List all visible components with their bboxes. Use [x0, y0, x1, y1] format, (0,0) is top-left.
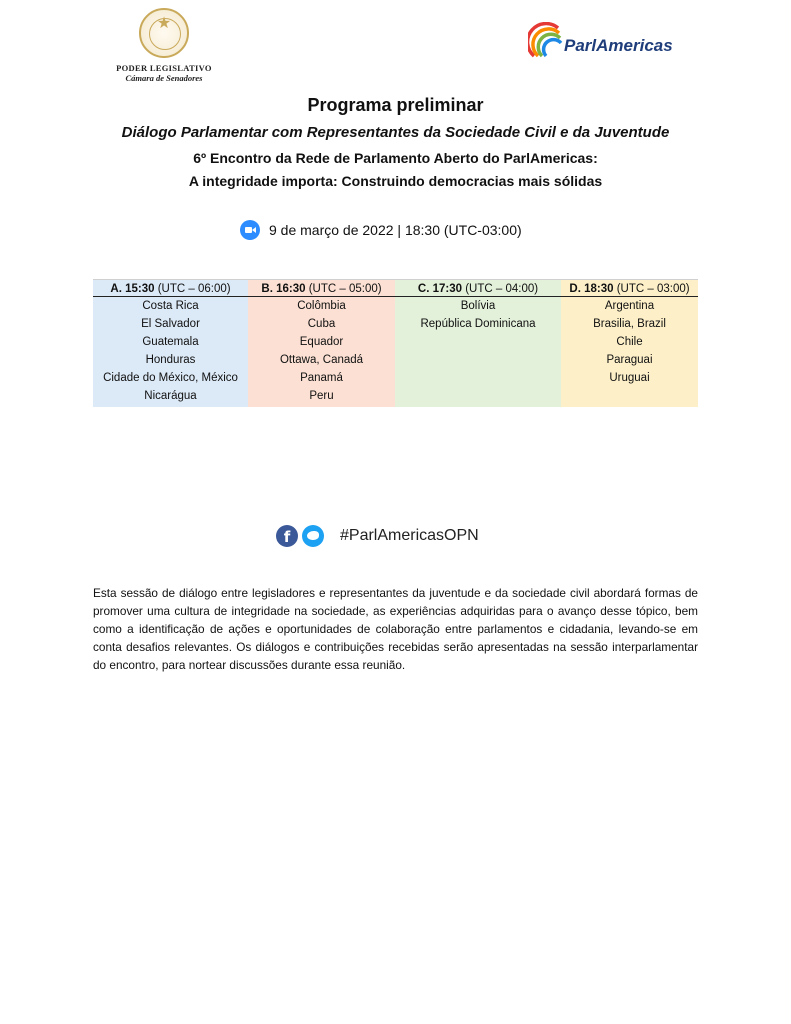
country-cell: Equador — [299, 336, 344, 348]
timezone-table — [93, 279, 698, 407]
country-cell: Bolívia — [460, 300, 496, 312]
country-cell: Nicarágua — [144, 390, 197, 402]
event-datetime — [240, 218, 522, 242]
parlamericas-logo — [528, 22, 688, 66]
senado-logo — [112, 8, 216, 84]
country-cell: Panamá — [300, 372, 343, 384]
senado-logo-line2: Cámara de Senadores — [125, 73, 203, 83]
timezone-column-c — [395, 279, 561, 407]
column-header: B. 16:30 (UTC – 05:00) — [248, 279, 395, 297]
hashtag: #ParlAmericasOPN — [340, 527, 479, 544]
facebook-icon: f — [276, 525, 298, 547]
country-cell: Cuba — [307, 318, 336, 330]
country-cell: Paraguai — [606, 354, 653, 366]
country-cell: República Dominicana — [420, 318, 536, 330]
column-header: A. 15:30 (UTC – 06:00) — [93, 279, 248, 297]
zoom-icon — [240, 220, 260, 240]
timezone-column-b — [248, 279, 395, 407]
page-subtitle: Diálogo Parlamentar com Representantes da Sociedade Civil e da Juventude — [121, 124, 670, 141]
country-cell: Uruguai — [609, 372, 650, 384]
parlamericas-name: ParlAmericas — [564, 36, 673, 55]
description-paragraph: Esta sessão de diálogo entre legisladores e representantes da juventude e da sociedade civil abordará formas de promover uma cultura de integridade na sociedade, as experiências adquiridas para o avanço desse tópico, bem como a identificação de ações e oportunidades de colaboração entre parlamentos e cidadania, levando-se em conta desafios relevantes. Os diálogos e contribuições recebidas serão apresentadas na sessão interparlamentar do encontro, para nortear discussões durante essa reunião. — [93, 586, 698, 672]
country-cell: Colômbia — [297, 300, 346, 312]
timezone-column-a — [93, 279, 248, 407]
senate-seal-icon: ★ — [139, 8, 189, 58]
event-heading: 6º Encontro da Rede de Parlamento Aberto do ParlAmericas: — [193, 150, 598, 166]
social-bar — [276, 524, 479, 548]
page-title: Programa preliminar — [307, 95, 484, 115]
event-theme: A integridade importa: Construindo democracias mais sólidas — [188, 173, 603, 189]
country-cell: Brasilia, Brazil — [593, 318, 666, 330]
twitter-icon — [302, 525, 324, 547]
country-cell: Peru — [309, 390, 334, 402]
country-cell: El Salvador — [141, 318, 200, 330]
country-cell: Argentina — [604, 300, 655, 312]
column-header: D. 18:30 (UTC – 03:00) — [561, 279, 698, 297]
country-cell: Ottawa, Canadá — [279, 354, 364, 366]
column-header: C. 17:30 (UTC – 04:00) — [395, 279, 561, 297]
event-datetime-text: 9 de março de 2022 | 18:30 (UTC-03:00) — [269, 222, 522, 238]
country-cell: Costa Rica — [142, 300, 199, 312]
senado-logo-line1: PODER LEGISLATIVO — [116, 63, 212, 73]
country-cell: Guatemala — [142, 336, 199, 348]
country-cell: Honduras — [145, 354, 196, 366]
country-cell: Cidade do México, México — [103, 372, 238, 384]
parlamericas-arcs-icon — [528, 22, 568, 66]
timezone-column-d — [561, 279, 698, 407]
country-cell: Chile — [616, 336, 643, 348]
